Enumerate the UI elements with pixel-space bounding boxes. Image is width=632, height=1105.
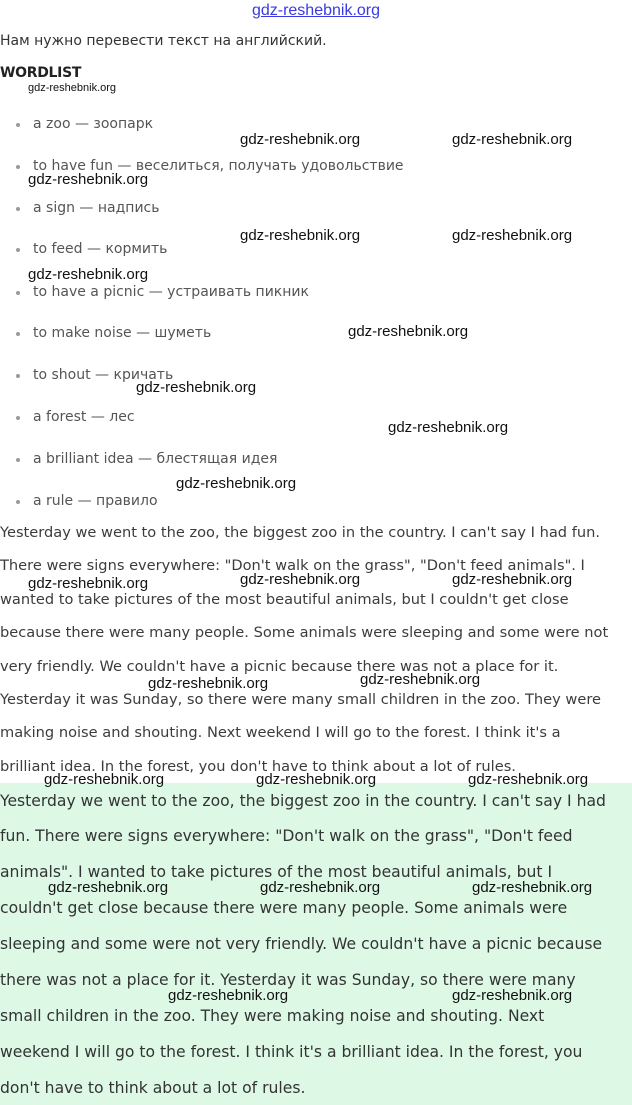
watermark: gdz-reshebnik.org bbox=[148, 675, 269, 692]
watermark: gdz-reshebnik.org bbox=[256, 771, 377, 788]
watermark: gdz-reshebnik.org bbox=[168, 987, 289, 1004]
watermark: gdz-reshebnik.org bbox=[452, 131, 573, 148]
wordlist-entry: to have fun — веселиться, получать удовольствие bbox=[33, 158, 404, 174]
bullet-icon bbox=[16, 416, 20, 420]
watermark: gdz-reshebnik.org bbox=[240, 571, 361, 588]
wordlist-entry: a sign — надпись bbox=[33, 200, 160, 216]
answer-line: couldn't get close because there were many people. Some animals were bbox=[0, 899, 568, 917]
bullet-icon bbox=[16, 207, 20, 211]
text-line: very friendly. We couldn't have a picnic because there was not a place for it. bbox=[0, 658, 559, 675]
bullet-icon bbox=[16, 123, 20, 127]
watermark: gdz-reshebnik.org bbox=[28, 171, 149, 188]
text-line: Yesterday we went to the zoo, the biggest zoo in the country. I can't say I had fun. bbox=[0, 524, 600, 541]
watermark: gdz-reshebnik.org bbox=[48, 879, 169, 896]
watermark: gdz-reshebnik.org bbox=[452, 571, 573, 588]
wordlist-entry: a zoo — зоопарк bbox=[33, 116, 154, 132]
wordlist-entry: a rule — правило bbox=[33, 493, 158, 509]
watermark: gdz-reshebnik.org bbox=[360, 671, 481, 688]
text-line: brilliant idea. In the forest, you don't have to think about a lot of rules. bbox=[0, 758, 516, 775]
bullet-icon bbox=[16, 165, 20, 169]
watermark: gdz-reshebnik.org bbox=[240, 131, 361, 148]
answer-line: small children in the zoo. They were making noise and shouting. Next bbox=[0, 1007, 545, 1025]
watermark: gdz-reshebnik.org bbox=[452, 227, 573, 244]
answer-line: weekend I will go to the forest. I think it's a brilliant idea. In the forest, you bbox=[0, 1043, 583, 1061]
watermark: gdz-reshebnik.org bbox=[348, 323, 469, 340]
watermark: gdz-reshebnik.org bbox=[240, 227, 361, 244]
wordlist-entry: to make noise — шуметь bbox=[33, 325, 212, 341]
bullet-icon bbox=[16, 291, 20, 295]
bullet-icon bbox=[16, 500, 20, 504]
watermark: gdz-reshebnik.org bbox=[136, 379, 257, 396]
wordlist-entry: a forest — лес bbox=[33, 409, 135, 425]
watermark: gdz-reshebnik.org bbox=[388, 419, 509, 436]
wordlist-heading: WORDLIST bbox=[0, 65, 82, 81]
watermark: gdz-reshebnik.org bbox=[44, 771, 165, 788]
wordlist-entry: to shout — кричать bbox=[33, 367, 174, 383]
bullet-icon bbox=[16, 458, 20, 462]
text-line: Yesterday it was Sunday, so there were many small children in the zoo. They were bbox=[0, 691, 601, 708]
intro-text: Нам нужно перевести текст на английский. bbox=[0, 33, 327, 49]
bullet-icon bbox=[16, 374, 20, 378]
text-line: There were signs everywhere: "Don't walk on the grass", "Don't feed animals". I bbox=[0, 557, 585, 574]
watermark: gdz-reshebnik.org bbox=[468, 771, 589, 788]
answer-line: animals". I wanted to take pictures of the most beautiful animals, but I bbox=[0, 863, 553, 881]
watermark: gdz-reshebnik.org bbox=[452, 987, 573, 1004]
site-header-link[interactable]: gdz-reshebnik.org bbox=[251, 2, 381, 19]
bullet-icon bbox=[16, 248, 20, 252]
answer-line: sleeping and some were not very friendly. We couldn't have a picnic because bbox=[0, 935, 603, 953]
watermark: gdz-reshebnik.org bbox=[260, 879, 381, 896]
watermark: gdz-reshebnik.org bbox=[28, 82, 117, 94]
wordlist-entry: to feed — кормить bbox=[33, 241, 168, 257]
watermark: gdz-reshebnik.org bbox=[472, 879, 593, 896]
watermark: gdz-reshebnik.org bbox=[28, 266, 149, 283]
bullet-icon bbox=[16, 332, 20, 336]
answer-line: Yesterday we went to the zoo, the biggest zoo in the country. I can't say I had bbox=[0, 792, 606, 810]
text-line: making noise and shouting. Next weekend I will go to the forest. I think it's a bbox=[0, 724, 561, 741]
wordlist-entry: a brilliant idea — блестящая идея bbox=[33, 451, 278, 467]
answer-line: there was not a place for it. Yesterday it was Sunday, so there were many bbox=[0, 971, 576, 989]
answer-line: don't have to think about a lot of rules. bbox=[0, 1079, 306, 1097]
watermark: gdz-reshebnik.org bbox=[176, 475, 297, 492]
text-line: because there were many people. Some animals were sleeping and some were not bbox=[0, 624, 609, 641]
wordlist-entry: to have a picnic — устраивать пикник bbox=[33, 284, 309, 300]
text-line: wanted to take pictures of the most beautiful animals, but I couldn't get close bbox=[0, 591, 569, 608]
answer-line: fun. There were signs everywhere: "Don't walk on the grass", "Don't feed bbox=[0, 827, 573, 845]
watermark: gdz-reshebnik.org bbox=[28, 575, 149, 592]
